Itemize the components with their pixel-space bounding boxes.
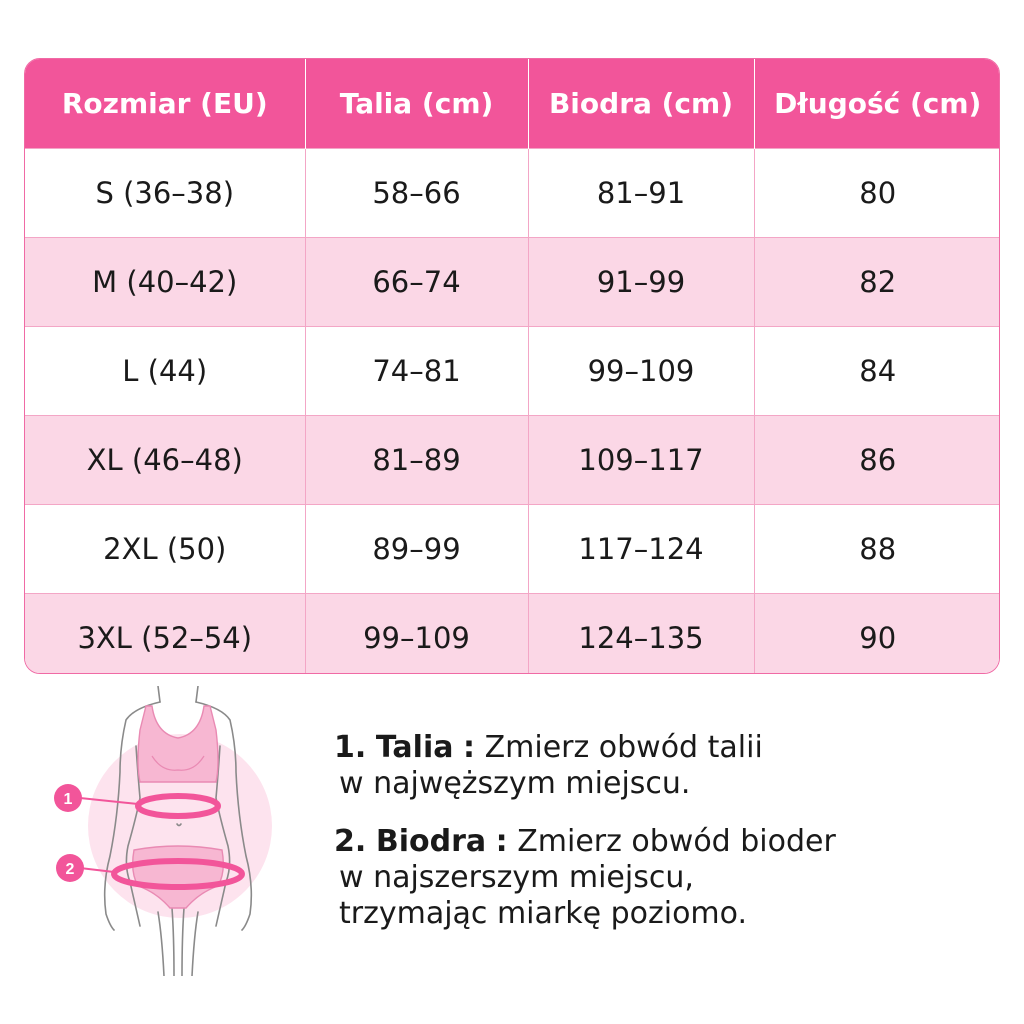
header-length: Długość (cm) — [754, 59, 1000, 149]
instruction-text: trzymając miarkę poziomo. — [339, 896, 748, 931]
cell-length: 88 — [754, 505, 1000, 594]
cell-size: XL (46–48) — [25, 416, 305, 505]
cell-waist: 81–89 — [305, 416, 528, 505]
instruction-text: w najwęższym miejscu. — [339, 766, 691, 801]
cell-waist: 58–66 — [305, 149, 528, 238]
instruction-separator: : — [495, 824, 508, 859]
size-chart-table — [24, 58, 1000, 674]
cell-hips: 91–99 — [528, 238, 754, 327]
cell-waist: 99–109 — [305, 594, 528, 675]
measurement-instructions — [334, 730, 1004, 954]
instruction-hips — [334, 824, 1004, 932]
instruction-term: Talia — [375, 730, 454, 765]
cell-size: M (40–42) — [25, 238, 305, 327]
table-row — [25, 594, 1000, 675]
cell-waist: 89–99 — [305, 505, 528, 594]
cell-hips: 124–135 — [528, 594, 754, 675]
cell-length: 84 — [754, 327, 1000, 416]
table-row — [25, 238, 1000, 327]
header-size: Rozmiar (EU) — [25, 59, 305, 149]
cell-size: S (36–38) — [25, 149, 305, 238]
table-row — [25, 505, 1000, 594]
instruction-waist — [334, 730, 1004, 802]
cell-hips: 109–117 — [528, 416, 754, 505]
marker-1: 1 — [63, 791, 73, 808]
marker-2: 2 — [65, 861, 75, 878]
header-hips: Biodra (cm) — [528, 59, 754, 149]
table-header-row — [25, 59, 1000, 149]
cell-size: 2XL (50) — [25, 505, 305, 594]
cell-waist: 66–74 — [305, 238, 528, 327]
header-waist: Talia (cm) — [305, 59, 528, 149]
instruction-number: 2. — [334, 824, 367, 859]
cell-hips: 81–91 — [528, 149, 754, 238]
cell-length: 80 — [754, 149, 1000, 238]
cell-length: 86 — [754, 416, 1000, 505]
body-measurement-icon — [40, 686, 290, 976]
cell-hips: 99–109 — [528, 327, 754, 416]
instruction-text: w najszerszym miejscu, — [339, 860, 694, 895]
cell-waist: 74–81 — [305, 327, 528, 416]
cell-hips: 117–124 — [528, 505, 754, 594]
cell-length: 90 — [754, 594, 1000, 675]
instruction-separator: : — [463, 730, 476, 765]
cell-size: 3XL (52–54) — [25, 594, 305, 675]
cell-size: L (44) — [25, 327, 305, 416]
table-row — [25, 416, 1000, 505]
instruction-number: 1. — [334, 730, 367, 765]
instruction-text: Zmierz obwód bioder — [517, 824, 836, 859]
instruction-term: Biodra — [375, 824, 487, 859]
table-row — [25, 327, 1000, 416]
cell-length: 82 — [754, 238, 1000, 327]
table-row — [25, 149, 1000, 238]
instruction-text: Zmierz obwód talii — [484, 730, 763, 765]
